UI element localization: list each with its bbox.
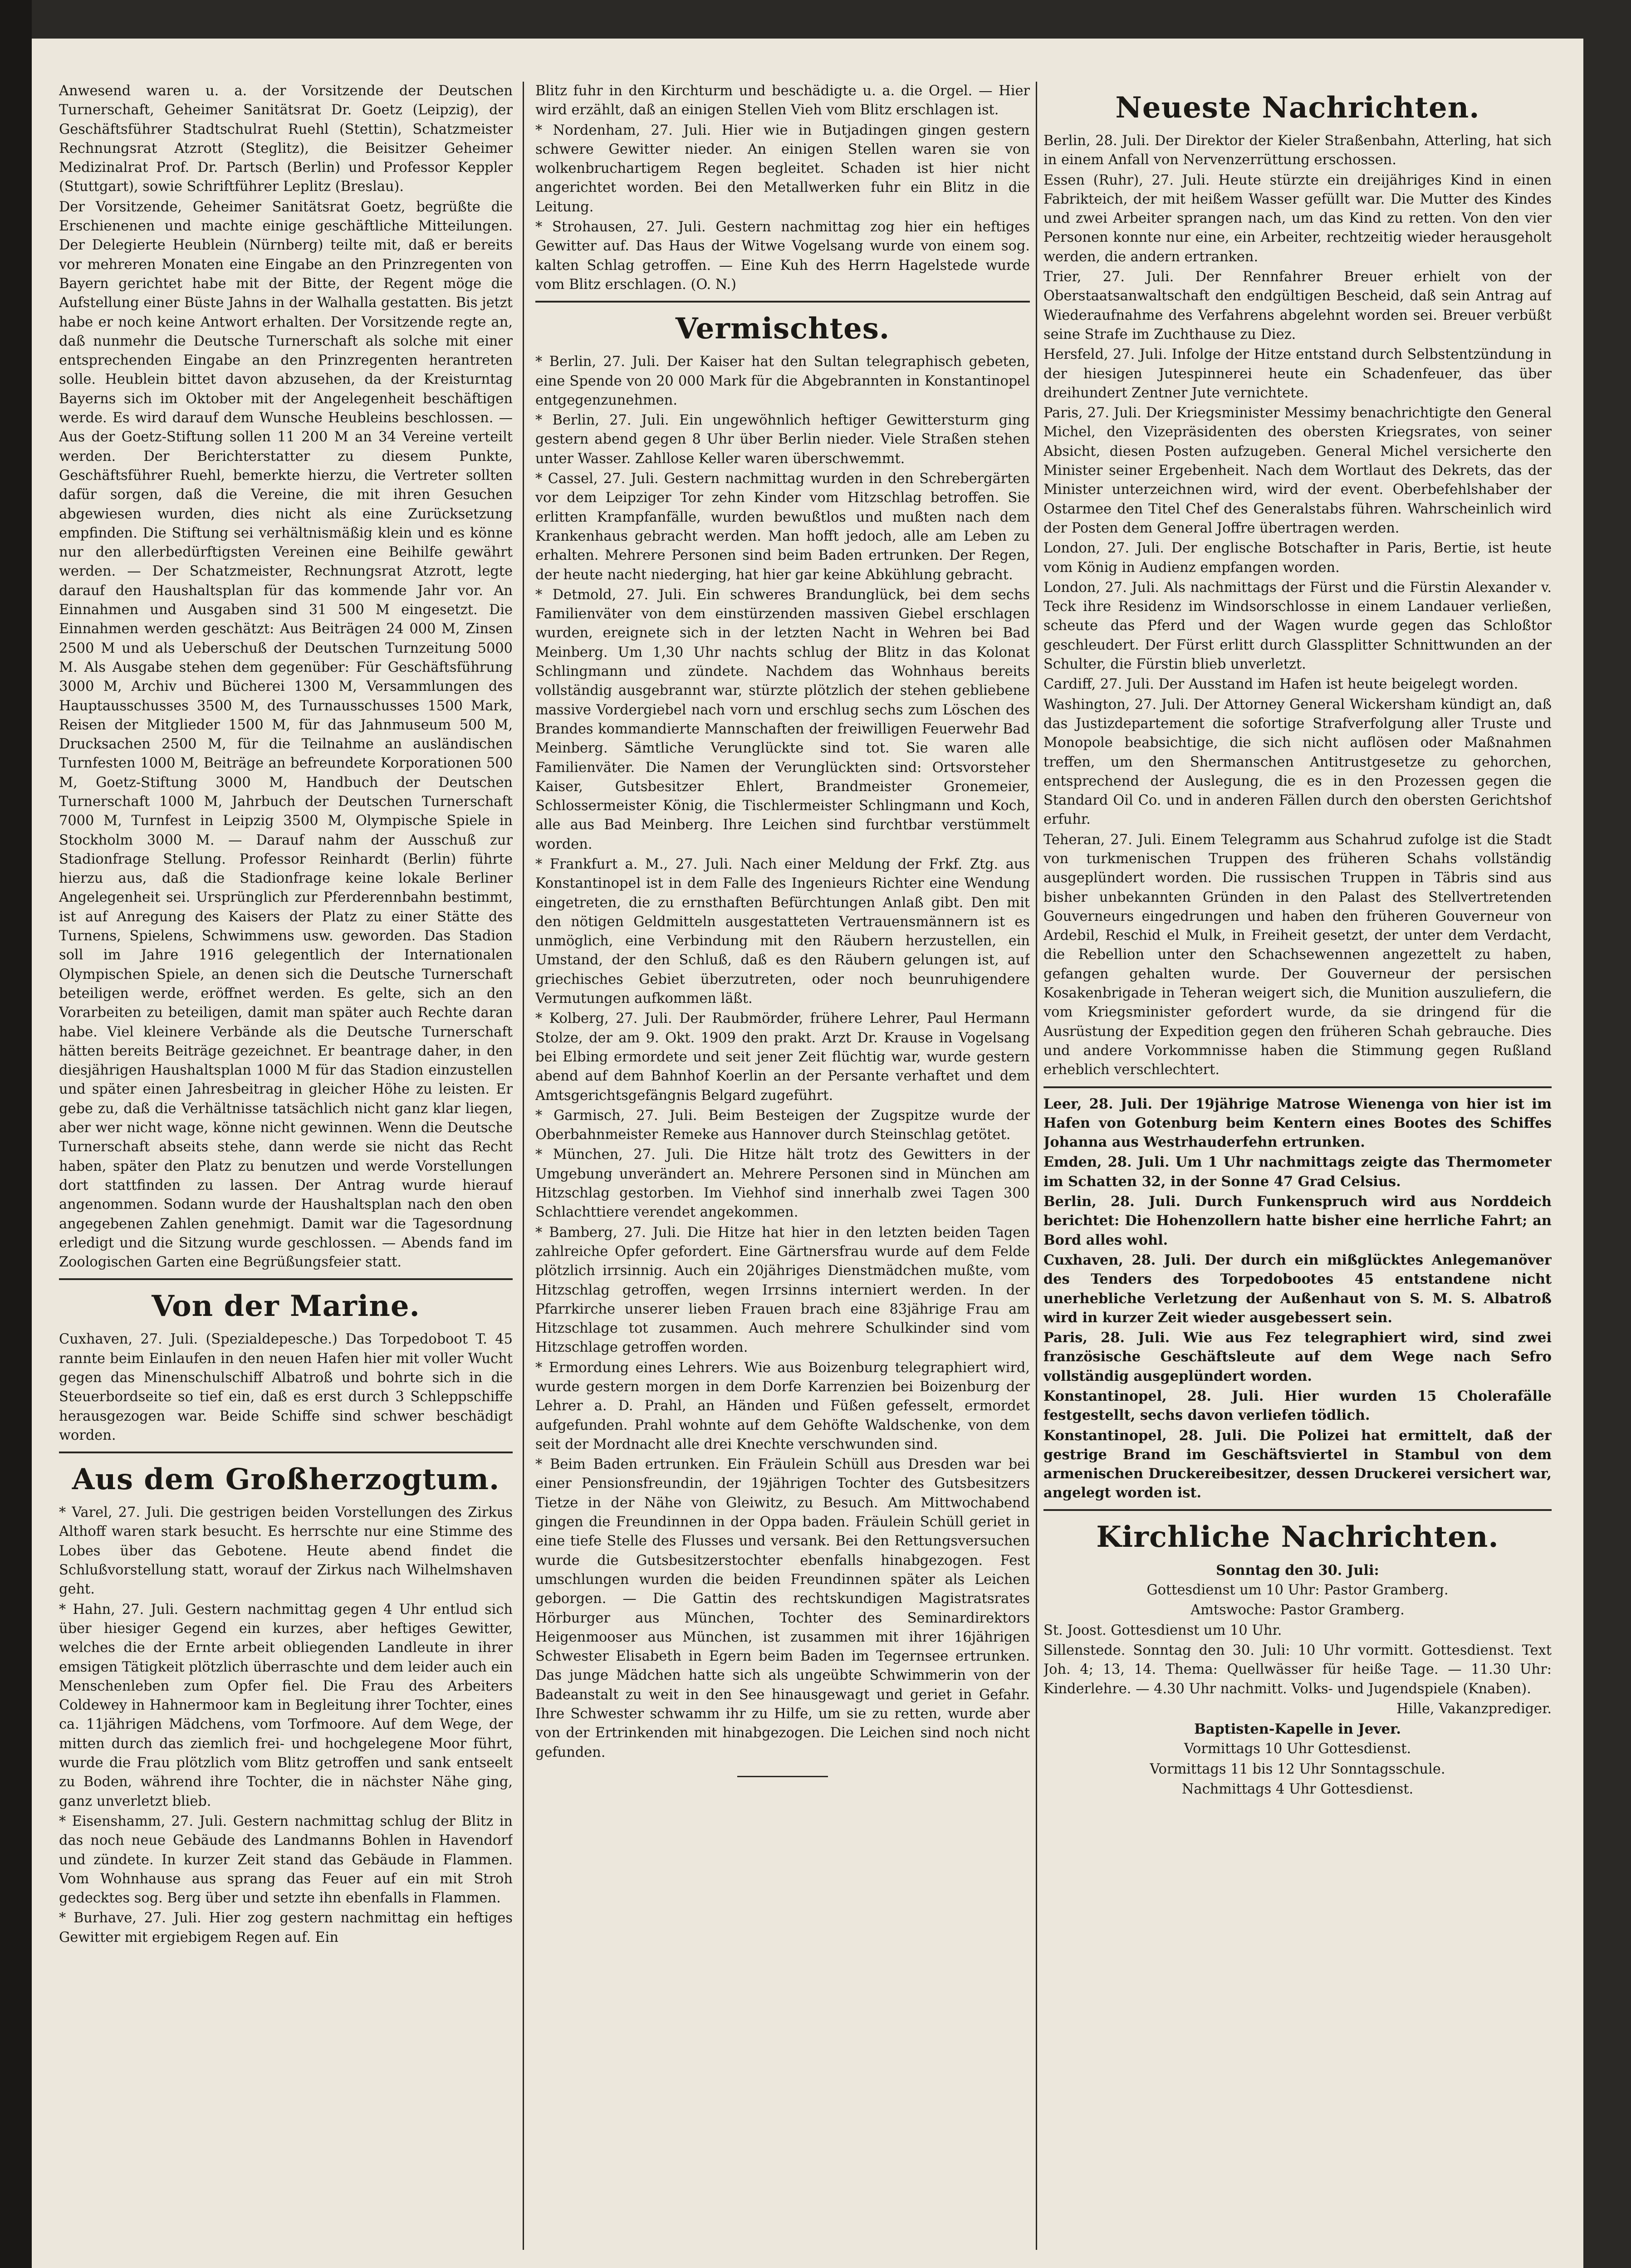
church-baptisten-heading: Baptisten-Kapelle in Jever. [1194,1721,1401,1738]
article-frankfurt: * Frankfurt a. M., 27. Juli. Nach einer Meldung der Frkf. Ztg. aus Konstantinopel ist in dem Falle des Ingenieurs Richter eine Wendung eingetreten, die zu ernsthaften Befürchtungen Anlaß gibt. Den mit den nötigen Geldmitteln ausgestatteten Vertrauensmännern ist es unmöglich, eine Verbindung mit den Räubern herzustellen, ein Umstand, der den Schluß, daß es den Räubern gelungen ist, auf griechisches Gebiet überzutreten, oder noch beunruhigendere Vermutungen aufkommen läßt. [535,856,1030,1007]
article-kolberg: * Kolberg, 27. Juli. Der Raubmörder, frühere Lehrer, Paul Hermann Stolze, der am 9. Okt. 1909 den prakt. Arzt Dr. Krause in Vogelsang bei Elbing ermordete und seit jener Zeit flüchtig war, wurde gestern abend auf dem Bahnhof Koerlin an der Persante verhaftet und dem Amtsgerichtsgefängnis Belgard zugeführt. [535,1011,1030,1104]
news-essen: Essen (Ruhr), 27. Juli. Heute stürzte ein dreijähriges Kind in einen Fabrikteich, der mit heißem Wasser gefüllt war. Die Mutter des Kindes und zwei Arbeiter sprangen nach, um das Kind zu retten. Von den vier Personen konnte nur eine, ein Arbeiter, rechtzeitig wieder herausgeholt werden, die andern ertranken. [1043,172,1552,265]
column-left [59,82,513,2268]
article-cuxhaven: Cuxhaven, 27. Juli. (Spezialdepesche.) Das Torpedoboot T. 45 rannte beim Einlaufen in den neuen Hafen hier mit voller Wucht gegen das Minenschulschiff Albatroß und bohrte sich in die Steuerbordseite so tief ein, daß es erst durch 3 Schleppschiffe herausgezogen war. Beide Schiffe sind schwer beschädigt worden. [59,1331,513,1443]
article-burhave: * Burhave, 27. Juli. Hier zog gestern nachmittag ein heftiges Gewitter mit ergiebigem Regen auf. Ein [59,1910,513,1945]
article-turnerschaft-intro: Anwesend waren u. a. der Vorsitzende der Deutschen Turnerschaft, Geheimer Sanitätsrat Dr. Goetz (Leipzig), der Geschäftsführer Stadtschulrat Ruehl (Stettin), Schatzmeister Rechnungsrat Atzrott (Steglitz), die Beisitzer Geheimer Medizinalrat Prof. Dr. Partsch (Berlin) und Professor Keppler (Stuttgart), sowie Schriftführer Leplitz (Breslau). [59,83,513,195]
newspaper-page [32,39,1583,2268]
telegram-cuxhaven: Cuxhaven, 28. Juli. Der durch ein mißglücktes Anlegemanöver des Tenders des Torpedobootes 45 entstandene nicht unerhebliche Verletzung der Außenhaut von S. M. S. Albatroß wird in kurzer Zeit wieder ausgebessert sein. [1043,1251,1552,1326]
article-varel: * Varel, 27. Juli. Die gestrigen beiden Vorstellungen des Zirkus Althoff waren stark besucht. Es herrschte nur eine Stimme des Lobes über das Gebotene. Heute abend findet die Schlußvorstellung statt, worauf der Zirkus nach Wilhelmshaven geht. [59,1505,513,1598]
section-rule [59,1452,513,1453]
column-divider [523,82,524,2250]
article-eisenshamm: * Eisenshamm, 27. Juli. Gestern nachmittag schlug der Blitz in das noch neue Gebäude des Landmanns Bohlen in Havendorf und zündete. In kurzer Zeit stand das Gebäude in Flammen. Vom Wohnhause aus sprang das Feuer auf ein mit Stroh gedecktes sog. Berg über und setzte ihn ebenfalls in Flammen. [59,1813,513,1906]
church-baptisten-line3: Nachmittags 4 Uhr Gottesdienst. [1181,1781,1414,1798]
news-london-botschafter: London, 27. Juli. Der englische Botschafter in Paris, Bertie, ist heute vom König in Audienz empfangen worden. [1043,540,1552,576]
section-heading-marine: Von der Marine. [152,1289,420,1324]
section-rule [1043,1086,1552,1088]
article-detmold: * Detmold, 27. Juli. Ein schweres Brandunglück, bei dem sechs Familienväter von dem einstürzenden massiven Giebel erschlagen wurden, ereignete sich in der letzten Nacht in Wehren bei Bad Meinberg. Um 1,30 Uhr nachts schlug der Blitz in das Kolonat Schlingmann und zündete. Nachdem das Wohnhaus bereits vollständig ausgebrannt war, stürzte plötzlich der stehen gebliebene massive Vordergiebel nach vorn und erschlug sechs zum Löschen des Brandes kommandierte Mannschaften der freiwilligen Feuerwehr Bad Meinberg. Sämtliche Verunglückte sind tot. Sie waren alle Familienväter. Die Namen der Verunglückten sind: Ortsvorsteher Kaiser, Gutsbesitzer Ehlert, Brandmeister Gronemeier, Schlossermeister König, die Tischlermeister Schlingmann und Koch, alle aus Bad Meinberg. Ihre Leichen sind furchtbar verstümmelt worden. [535,587,1030,852]
column-right [1043,82,1552,2268]
section-rule [59,1278,513,1280]
church-baptisten-line1: Vormittags 10 Uhr Gottesdienst. [1184,1741,1411,1757]
telegram-konstantinopel-brand: Konstantinopel, 28. Juli. Die Polizei hat ermittelt, daß der gestrige Brand im Geschäftsviertel in Stambul von dem armenischen Druckereibesitzer, dessen Druckerei versichert war, angelegt worden ist. [1043,1427,1552,1501]
article-beim-baden: * Beim Baden ertrunken. Ein Fräulein Schüll aus Dresden war bei einer Pensionsfreundin, der 19jährigen Tochter des Gutsbesitzers Tietze in der Nähe von Gleiwitz, zu Besuch. Am Mittwochabend gingen die Freundinnen in der Oppa baden. Fräulein Schüll geriet in eine tiefe Stelle des Flusses und versank. Bei den Rettungsversuchen wurde die Gutsbesitzerstochter ebenfalls hinabgezogen. Fest umschlungen wurden die beiden Freundinnen später als Leichen geborgen. — Die Gattin des rechtskundigen Magistratsrates Hörburger aus München, Tochter des Seminardirektors Heigenmooser aus München, ist zusammen mit ihrer 16jährigen Schwester Elisabeth in Egern beim Baden im Tegernsee ertrunken. Das junge Mädchen hatte sich als ungeübte Schwimmerin von der Badeanstalt zu weit in den See hinausgewagt und geriet in Gefahr. Ihre Schwester schwamm ihr zu Hilfe, um sie zu retten, wurde aber von der Ertrinkenden mit hinabgezogen. Die Leichen sind noch nicht gefunden. [535,1457,1030,1760]
news-trier: Trier, 27. Juli. Der Rennfahrer Breuer erhielt von der Oberstaatsanwaltschaft den endgültigen Bescheid, daß sein Antrag auf Wiederaufnahme des Verfahrens abgelehnt worden sei. Breuer verbüßt seine Strafe im Zuchthause zu Diez. [1043,269,1552,342]
section-heading-grossherzogtum: Aus dem Großherzogtum. [72,1462,500,1497]
church-date: Sonntag den 30. Juli: [1216,1562,1379,1579]
telegram-konstantinopel-cholera: Konstantinopel, 28. Juli. Hier wurden 15 Cholerafälle festgestellt, sechs davon verliefen tödlich. [1043,1388,1552,1424]
article-bamberg: * Bamberg, 27. Juli. Die Hitze hat hier in den letzten beiden Tagen zahlreiche Opfer gefordert. Eine Gärtnersfrau wurde auf dem Felde plötzlich irrsinnig. Auch ein 20jähriges Dienstmädchen mußte, vom Hitzschlag getroffen, wegen Irrsinns interniert werden. In der Pfarrkirche unserer lieben Frauen brach eine 83jährige Frau am Hitzschlage tot zusammen. Auch mehrere Schulkinder sind vom Hitzschlage getroffen worden. [535,1224,1030,1356]
article-berlin-kaiser: * Berlin, 27. Juli. Der Kaiser hat den Sultan telegraphisch gebeten, eine Spende von 20 000 Mark für die Abgebrannten in Konstantinopel entgegenzunehmen. [535,354,1030,408]
news-cardiff: Cardiff, 27. Juli. Der Ausstand im Hafen ist heute beigelegt worden. [1043,676,1518,693]
article-berlin-gewitter: * Berlin, 27. Juli. Ein ungewöhnlich heftiger Gewittersturm ging gestern abend gegen 8 Uhr über Berlin nieder. Viele Straßen stehen unter Wasser. Zahllose Keller waren überschwemmt. [535,412,1030,467]
article-cassel: * Cassel, 27. Juli. Gestern nachmittag wurden in den Schrebergärten vor dem Leipziger Tor zehn Kinder vom Hitzschlag betroffen. Sie erlitten Krampfanfälle, wurden bewußtlos und mußten nach dem Krankenhaus gebracht werden. Man hofft jedoch, alle am Leben zu erhalten. Mehrere Personen sind beim Baden ertrunken. Der Regen, der heute nacht niederging, hat hier gar keine Abkühlung gebracht. [535,471,1030,583]
church-service: Gottesdienst um 10 Uhr: Pastor Gramberg. [1146,1582,1449,1598]
church-st-joost: St. Joost. Gottesdienst um 10 Uhr. [1043,1622,1282,1638]
news-teheran: Teheran, 27. Juli. Einem Telegramm aus Schahrud zufolge ist die Stadt von turkmenischen Truppen des früheren Schahs vollständig ausgeplündert worden. Die russischen Truppen in Täbris sind aus bisher unbekannten Gründen in den Palast des Stellvertretenden Gouverneurs eingedrungen und haben den früheren Gouverneur von Ardebil, Reschid el Mulk, in Freiheit gesetzt, der unter dem Verdacht, die Rebellion unter den Schachsewennen angezettelt zu haben, gefangen gehalten wurde. Der Gouverneur der persischen Kosakenbrigade in Teheran weigert sich, die Munition auszuliefern, die vom Kriegsminister gefordert wurde, da sie dringend für die Ausrüstung der Expedition gegen den früheren Schah gebrauche. Dies und andere Vorkommnisse haben die Stimmung gegen Rußland erheblich verschlechtert. [1043,831,1552,1078]
church-baptisten-line2: Vormittags 11 bis 12 Uhr Sonntagsschule. [1150,1761,1445,1777]
column-middle [535,82,1030,2268]
article-ermordung: * Ermordung eines Lehrers. Wie aus Boizenburg telegraphiert wird, wurde gestern morgen in dem Dorfe Karrenzien bei Boizenburg der Lehrer a. D. Prahl, an Händen und Füßen gefesselt, ermordet aufgefunden. Prahl wohnte auf dem Gehöfte Waldschenke, von dem seit der Mordnacht alle drei Knechte verschwunden sind. [535,1359,1030,1452]
article-burhave-cont: Blitz fuhr in den Kirchturm und beschädigte u. a. die Orgel. — Hier wird erzählt, daß an einigen Stellen Vieh vom Blitz erschlagen ist. [535,83,1030,118]
telegram-emden: Emden, 28. Juli. Um 1 Uhr nachmittags zeigte das Thermometer im Schatten 32, in der Sonne 47 Grad Celsius. [1043,1154,1552,1190]
article-nordenham: * Nordenham, 27. Juli. Hier wie in Butjadingen gingen gestern schwere Gewitter nieder. An einigen Stellen waren sie von wolkenbruchartigem Regen begleitet. Schaden ist hier nicht angerichtet worden. Bei den Metallwerken fuhr ein Blitz in die Leitung. [535,122,1030,215]
news-paris: Paris, 27. Juli. Der Kriegsminister Messimy benachrichtigte den General Michel, den Vizepräsidenten des obersten Kriegsrates, von seiner Absicht, diesen Posten aufzugeben. General Michel versicherte den Minister seiner Ergebenheit. Nach dem Wortlaut des Dekrets, das der Minister unterzeichnen wird, wird der event. Oberbefehlshaber der Ostarmee den Titel Chef des Generalstabs führen. Wahrscheinlich wird der Posten dem General Joffre übertragen werden. [1043,405,1552,536]
article-muenchen: * München, 27. Juli. Die Hitze hält trotz des Gewitters in der Umgebung unverändert an. Mehrere Personen sind in München am Hitzschlag gestorben. Im Viehhof sind innerhalb zwei Tagen 300 Schlachttiere verendet angekommen. [535,1147,1030,1221]
church-sillenstede: Sillenstede. Sonntag den 30. Juli: 10 Uhr vormitt. Gottesdienst. Text Joh. 4; 13, 14. Thema: Quellwässer für heiße Tage. — 11.30 Uhr: Kinderlehre. — 4.30 Uhr nachmitt. Volks- und Jugendspiele (Knaben). [1043,1642,1552,1697]
section-heading-vermischtes: Vermischtes. [675,312,890,346]
article-strohausen: * Strohausen, 27. Juli. Gestern nachmittag zog hier ein heftiges Gewitter auf. Das Haus der Witwe Vogelsang wurde von einem sog. kalten Schlag getroffen. — Eine Kuh des Herrn Hagelstede wurde vom Blitz erschlagen. (O. N.) [535,219,1030,293]
news-berlin: Berlin, 28. Juli. Der Direktor der Kieler Straßenbahn, Atterling, hat sich in einem Anfall von Nervenzerrüttung erschossen. [1043,133,1552,168]
church-amtswoche: Amtswoche: Pastor Gramberg. [1190,1602,1405,1618]
section-heading-kirchliche: Kirchliche Nachrichten. [1096,1520,1499,1554]
section-rule [1043,1509,1552,1511]
column-divider [1036,82,1037,2250]
church-signature: Hille, Vakanzprediger. [1396,1701,1552,1717]
news-hersfeld: Hersfeld, 27. Juli. Infolge der Hitze entstand durch Selbstentzündung in der hiesigen Jutespinnerei heute ein Schadenfeuer, das über dreihundert Zentner Jute vernichtete. [1043,347,1552,401]
section-rule [535,301,1030,303]
news-london-teck: London, 27. Juli. Als nachmittags der Fürst und die Fürstin Alexander v. Teck ihre Residenz im Windsorschlosse in einem Landauer verließen, scheute das Pferd und der Wagen wurde gegen das Schloßtor geschleudert. Der Fürst erlitt durch Glassplitter Schnittwunden an der Schulter, die Fürstin blieb unverletzt. [1043,579,1552,673]
end-rule [737,1776,828,1777]
section-heading-neueste: Neueste Nachrichten. [1115,91,1480,125]
article-turnerschaft-body: Der Vorsitzende, Geheimer Sanitätsrat Goetz, begrüßte die Erschienenen und machte einige geschäftliche Mitteilungen. Der Delegierte Heublein (Nürnberg) teilte mit, daß er bereits vor mehreren Monaten eine Eingabe an den Prinzregenten von Bayern gerichtet habe mit der Bitte, der Regent möge die Aufstellung einer Büste Jahns in der Walhalla gestatten. Bis jetzt habe er noch keine Antwort erhalten. Der Vorsitzende regte an, daß nunmehr die Deutsche Turnerschaft als solche mit einer entsprechenden Eingabe an den Prinzregenten herantreten solle. Heublein bittet davon abzusehen, da der Kreisturntag Bayerns sich im Oktober mit der Angelegenheit beschäftigen werde. Es wird darauf dem Wunsche Heubleins beschlossen. — Aus der Goetz-Stiftung sollen 11 200 M an 34 Vereine verteilt werden. Der Berichterstatter zu diesem Punkte, Geschäftsführer Ruehl, bemerkte hierzu, die Vertreter sollten dafür sorgen, daß die Vereine, die mit ihren Gesuchen abgewiesen wurden, dies nicht als eine Zurücksetzung empfinden. Die Stiftung sei verhältnismäßig klein und es könne nur den allerbedürftigsten Vereinen eine Beihilfe gewährt werden. — Der Schatzmeister, Rechnungsrat Atzrott, legte darauf den Haushaltsplan für das kommende Jahr vor. An Einnahmen und Ausgaben sind 31 500 M eingesetzt. Die Einnahmen werden geschätzt: Aus Beiträgen 24 000 M, Zinsen 2500 M und als Ueberschuß der Deutschen Turnzeitung 5000 M. Als Ausgabe stehen dem gegenüber: Für Geschäftsführung 3000 M, Archiv und Bücherei 1300 M, Versammlungen des Hauptausschusses 3500 M, des Turnausschusses 1500 Mark, Reisen der Mitglieder 1500 M, für das Jahnmuseum 500 M, Drucksachen 2500 M, für die Teilnahme an ausländischen Turnfesten 1000 M, Beiträge an befreundete Korporationen 500 M, Goetz-Stiftung 3000 M, Handbuch der Deutschen Turnerschaft 1000 M, Jahrbuch der Deutschen Turnerschaft 7000 M, Turnfest in Leipzig 3500 M, Olympische Spiele in Stockholm 3000 M. — Darauf nahm der Ausschuß zur Stadionfrage Stellung. Professor Reinhardt (Berlin) führte hierzu aus, daß die Stadionfrage keine lokale Berliner Angelegenheit sei. Ursprünglich zur Pferderennbahn bestimmt, ist auf Anregung des Kaisers der Platz zu einer Stätte des Turnens, Spielens, Schwimmens usw. geworden. Das Stadion soll im Jahre 1916 gelegentlich der Internationalen Olympischen Spiele, an denen sich die Deutsche Turnerschaft beteiligen werde, eröffnet werden. Es gelte, sich an den Vorarbeiten zu beteiligen, damit man später auch Rechte daran habe. Viel kleinere Verbände als die Deutsche Turnerschaft hätten bereits Beiträge gezeichnet. Er beantrage daher, in den diesjährigen Haushaltsplan 1000 M für das Stadion einzustellen und später einen Jahresbeitrag in gleicher Höhe zu leisten. Er gebe zu, daß die Verhältnisse tatsächlich nicht ganz klar liegen, aber wer nicht wage, könne nicht gewinnen. Wenn die Deutsche Turnerschaft abseits stehe, dann werde sie nicht das Recht haben, später den Platz zu benutzen und werde Vorstellungen dort stattfinden zu lassen. Der Antrag wurde hierauf angenommen. Sodann wurde der Haushaltsplan nach den oben angegebenen Zahlen genehmigt. Damit war die Tagesordnung erledigt und die Sitzung wurde geschlossen. — Abends fand im Zoologischen Garten eine Begrüßungsfeier statt. [59,199,513,1271]
news-washington: Washington, 27. Juli. Der Attorney General Wickersham kündigt an, daß das Justizdepartement die sofortige Strafverfolgung aller Truste und Monopole beabsichtige, die sich nicht auflösen oder Maßnahmen treffen, um den Shermanschen Antitrustgesetze zu gehorchen, entsprechend der Auslegung, die es in den Prozessen gegen die Standard Oil Co. und in anderen Fällen durch den obersten Gerichtshof erfuhr. [1043,696,1552,828]
scan-edge [0,0,32,2268]
article-garmisch: * Garmisch, 27. Juli. Beim Besteigen der Zugspitze wurde der Oberbahnmeister Remeke aus Hannover durch Steinschlag getötet. [535,1107,1030,1143]
telegram-paris: Paris, 28. Juli. Wie aus Fez telegraphiert wird, sind zwei französische Geschäftsleute auf dem Wege nach Sefro vollständig ausgeplündert worden. [1043,1330,1552,1384]
telegram-berlin: Berlin, 28. Juli. Durch Funkenspruch wird aus Norddeich berichtet: Die Hohenzollern hatte bisher eine herrliche Fahrt; an Bord alles wohl. [1043,1193,1552,1248]
article-hahn: * Hahn, 27. Juli. Gestern nachmittag gegen 4 Uhr entlud sich über hiesiger Gegend ein kurzes, aber heftiges Gewitter, welches die der Ernte arbeit obliegenden Landleute in ihrer emsigen Tätigkeit plötzlich überraschte und dem leider auch ein Menschenleben zum Opfer fiel. Die Frau des Arbeiters Coldewey in Hahnermoor kam in Begleitung ihrer Tochter, eines ca. 11jährigen Mädchens, vom Torfmoore. Auf dem Wege, der mitten durch das ziemlich frei- und hochgelegene Moor führt, wurde die Frau plötzlich vom Blitz getroffen und sank entseelt zu Boden, während ihre Tochter, die in nächster Nähe ging, ganz unverletzt blieb. [59,1601,513,1809]
telegram-leer: Leer, 28. Juli. Der 19jährige Matrose Wienenga von hier ist im Hafen von Gotenburg beim Kentern eines Bootes des Schiffes Johanna aus Westrhauderfehn ertrunken. [1043,1095,1552,1151]
